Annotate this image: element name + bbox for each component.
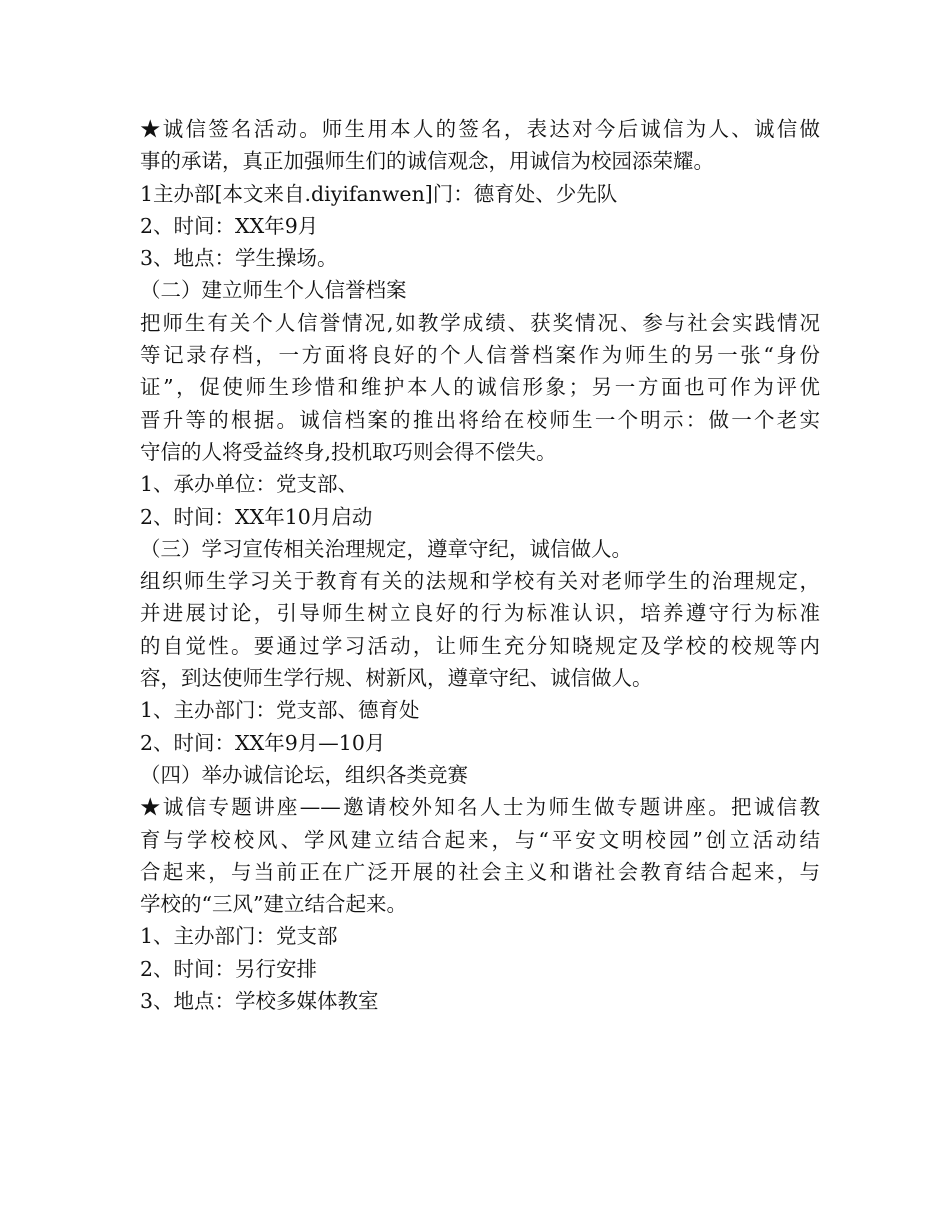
text-line: 合起来，与当前正在广泛开展的社会主义和谐社会教育结合起来，与 bbox=[140, 859, 820, 884]
text-line: 学校的“三风”建立结合起来。 bbox=[140, 892, 407, 917]
text-line: ★诚信专题讲座——邀请校外知名人士为师生做专题讲座。把诚信教 bbox=[140, 795, 820, 820]
text-line: 1主办部[本文来自.diyifanwen]门：德育处、少先队 bbox=[140, 181, 618, 206]
text-line: 等记录存档，一方面将良好的个人信誉档案作为师生的另一张“身份 bbox=[140, 343, 820, 368]
text-line: 并进展讨论，引导师生树立良好的行为标准认识，培养遵守行为标准 bbox=[140, 601, 820, 626]
text-line: 容，到达使师生学行规、树新风，遵章守纪、诚信做人。 bbox=[140, 666, 653, 691]
text-line: 3、地点：学校多媒体教室 bbox=[140, 989, 379, 1014]
text-line: 晋升等的根据。诚信档案的推出将给在校师生一个明示：做一个老实 bbox=[140, 407, 820, 432]
text-line: 1、主办部门：党支部 bbox=[140, 924, 338, 949]
text-line: 育与学校校风、学风建立结合起来，与“平安文明校园”创立活动结 bbox=[140, 827, 820, 852]
text-line: ★诚信签名活动。师生用本人的签名，表达对今后诚信为人、诚信做 bbox=[140, 117, 820, 141]
document-body bbox=[140, 113, 820, 1017]
text-line: 的自觉性。要通过学习活动，让师生充分知晓规定及学校的校规等内 bbox=[140, 633, 820, 658]
text-line: 1、主办部门：党支部、德育处 bbox=[140, 698, 420, 723]
text-line: 事的承诺，真正加强师生们的诚信观念，用诚信为校园添荣耀。 bbox=[140, 149, 714, 174]
text-line: 2、时间：XX年10月启动 bbox=[140, 504, 373, 529]
text-line: 组织师生学习关于教育有关的法规和学校有关对老师学生的治理规定， bbox=[140, 569, 820, 594]
text-line: 把师生有关个人信誉情况,如教学成绩、获奖情况、参与社会实践情况 bbox=[140, 310, 820, 335]
text-line: （二）建立师生个人信誉档案 bbox=[140, 278, 407, 303]
text-line: （三）学习宣传相关治理规定，遵章守纪，诚信做人。 bbox=[140, 536, 632, 561]
text-line: 2、时间：XX年9月 bbox=[140, 213, 319, 238]
text-line: 2、时间：另行安排 bbox=[140, 956, 318, 981]
text-line: 证”，促使师生珍惜和维护本人的诚信形象；另一方面也可作为评优 bbox=[140, 375, 820, 400]
text-line: 守信的人将受益终身,投机取巧则会得不偿失。 bbox=[140, 439, 557, 464]
text-line: 3、地点：学生操场。 bbox=[140, 246, 338, 271]
text-line: 1、承办单位：党支部、 bbox=[140, 472, 359, 497]
text-line: 2、时间：XX年9月—10月 bbox=[140, 730, 386, 755]
text-line: （四）举办诚信论坛，组织各类竞赛 bbox=[140, 762, 468, 787]
